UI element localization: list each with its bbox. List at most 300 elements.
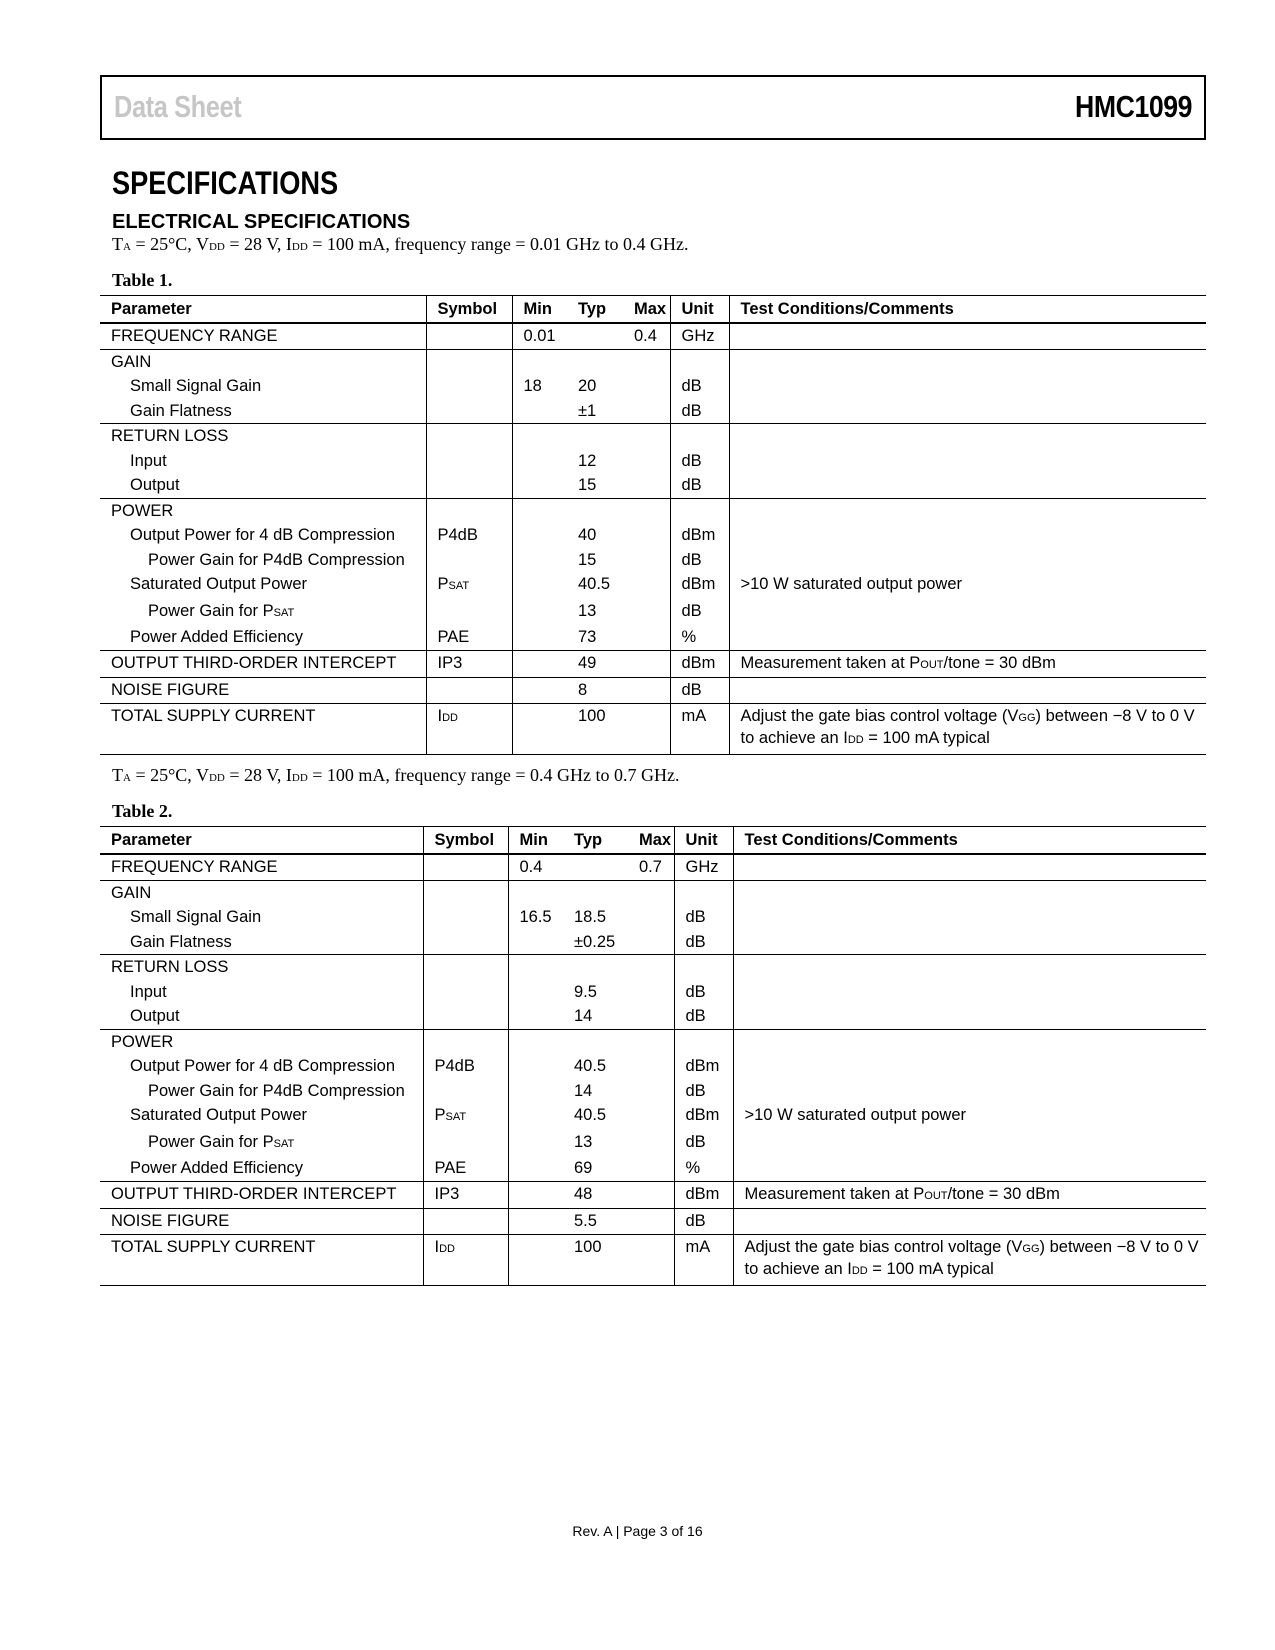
empty-cell — [628, 930, 674, 955]
text-run: GG — [1022, 1242, 1040, 1255]
cell-typ: 69 — [574, 1159, 593, 1177]
header-typ: Typ — [574, 831, 603, 849]
table-row — [100, 374, 1206, 399]
text-run: A — [123, 241, 131, 253]
cell-typ: 14 — [574, 1081, 593, 1100]
empty-cell — [512, 625, 567, 650]
cell-symbol: PAE — [426, 625, 512, 650]
empty-cell — [729, 473, 1206, 498]
cell-typ: 14 — [574, 1007, 593, 1025]
header-typ: Typ — [578, 300, 607, 318]
header-parameter: Parameter — [111, 300, 192, 318]
empty-cell — [512, 599, 567, 626]
cell-unit: % — [670, 625, 729, 650]
empty-cell — [729, 548, 1206, 573]
cell-typ: 48 — [574, 1184, 593, 1203]
empty-cell — [623, 548, 670, 573]
cell-unit: dB — [670, 599, 729, 626]
text-run: Adjust the gate bias control voltage (V — [740, 706, 1019, 725]
cell-unit: dBm — [674, 1181, 733, 1209]
empty-cell — [426, 678, 512, 704]
cell-symbol — [423, 1103, 508, 1130]
test-conditions — [112, 765, 679, 786]
table-row — [100, 880, 1206, 905]
cell-typ: ±0.25 — [574, 932, 616, 951]
empty-cell — [733, 1156, 1206, 1181]
cell-parameter: RETURN LOSS — [111, 427, 229, 445]
empty-cell — [733, 1209, 1206, 1235]
cell-unit: dB — [674, 905, 733, 930]
group-supply-current — [100, 703, 1206, 754]
empty-cell — [729, 449, 1206, 474]
empty-cell — [628, 1029, 674, 1054]
table-caption: Table 1. — [112, 270, 173, 290]
group-supply-current — [100, 1234, 1206, 1285]
empty-cell — [729, 498, 1206, 523]
page-header — [100, 75, 1206, 140]
cell-max: 0.7 — [639, 858, 662, 876]
empty-cell — [628, 880, 674, 905]
cell-comment — [733, 1234, 1206, 1285]
cell-typ: 40.5 — [574, 1106, 607, 1124]
cell-parameter: Gain Flatness — [130, 932, 232, 951]
text-run: I — [434, 1237, 440, 1256]
empty-cell — [426, 424, 512, 449]
cell-unit: dB — [670, 678, 729, 704]
header-unit: Unit — [670, 296, 729, 324]
empty-cell — [423, 1029, 508, 1054]
group-gain — [100, 349, 1206, 424]
empty-cell — [512, 424, 567, 449]
empty-cell — [623, 625, 670, 650]
table-row — [100, 1181, 1206, 1209]
empty-cell — [512, 548, 567, 573]
cell-parameter: Power Gain for P4dB Compression — [148, 550, 405, 569]
table-row — [100, 498, 1206, 523]
empty-cell — [628, 1004, 674, 1029]
cell-typ: 40 — [578, 526, 597, 544]
cell-parameter: TOTAL SUPPLY CURRENT — [111, 1237, 316, 1256]
cell-comment — [733, 1181, 1206, 1209]
table-row — [100, 625, 1206, 650]
spec-table-2 — [100, 826, 1206, 1286]
empty-cell — [508, 930, 563, 955]
cell-typ: 73 — [578, 628, 597, 646]
text-run: ) between −8 V to 0 V to achieve an I — [740, 706, 1195, 747]
text-run: Power Gain for P — [148, 1132, 274, 1151]
table-header-row — [100, 296, 1206, 324]
empty-cell — [623, 374, 670, 399]
text-run: T — [112, 765, 123, 785]
cell-typ: 15 — [578, 476, 597, 494]
empty-cell — [563, 955, 628, 980]
cell-symbol — [423, 854, 508, 880]
empty-cell — [674, 1029, 733, 1054]
empty-cell — [729, 424, 1206, 449]
empty-cell — [567, 349, 623, 374]
table-row — [100, 572, 1206, 599]
cell-typ: 5.5 — [574, 1212, 597, 1230]
cell-unit: dBm — [674, 1103, 733, 1130]
cell-typ: 20 — [578, 377, 597, 395]
cell-min: 0.4 — [508, 854, 563, 880]
cell-parameter: Power Added Efficiency — [130, 1159, 304, 1177]
group-return-loss — [100, 424, 1206, 499]
table-row — [100, 930, 1206, 955]
empty-cell — [733, 930, 1206, 955]
header-max: Max — [639, 831, 672, 849]
empty-cell — [423, 980, 508, 1005]
cell-parameter: GAIN — [111, 352, 152, 371]
empty-cell — [623, 523, 670, 548]
empty-cell — [512, 349, 567, 374]
empty-cell — [733, 1029, 1206, 1054]
cell-parameter: Saturated Output Power — [130, 575, 308, 593]
cell-typ: 13 — [578, 601, 597, 620]
empty-cell — [426, 599, 512, 626]
empty-cell — [426, 498, 512, 523]
cell-unit: dB — [670, 449, 729, 474]
table-row — [100, 1209, 1206, 1235]
text-run: Measurement taken at P — [740, 653, 921, 672]
header-parameter: Parameter — [111, 831, 192, 849]
cell-unit: GHz — [674, 854, 733, 880]
empty-cell — [508, 1004, 563, 1029]
table-row — [100, 1103, 1206, 1130]
cell-unit: GHz — [670, 323, 729, 349]
header-doc-type: Data Sheet — [114, 89, 242, 124]
header-min: Min — [512, 296, 567, 324]
empty-cell — [508, 1156, 563, 1181]
cell-symbol — [426, 323, 512, 349]
empty-cell — [512, 523, 567, 548]
table-row — [100, 650, 1206, 678]
empty-cell — [733, 1054, 1206, 1079]
group-noise-figure — [100, 678, 1206, 704]
empty-cell — [426, 374, 512, 399]
empty-cell — [623, 399, 670, 424]
table-row — [100, 599, 1206, 626]
empty-cell — [508, 1181, 563, 1209]
empty-cell — [508, 1054, 563, 1079]
empty-cell — [512, 572, 567, 599]
text-run: P — [437, 575, 449, 593]
empty-cell — [733, 955, 1206, 980]
cell-parameter — [100, 599, 426, 626]
empty-cell — [670, 424, 729, 449]
cell-typ — [567, 323, 623, 349]
table-header-row — [100, 827, 1206, 855]
empty-cell — [733, 1079, 1206, 1104]
cell-parameter: FREQUENCY RANGE — [111, 327, 278, 345]
empty-cell — [423, 1209, 508, 1235]
cell-typ: 13 — [574, 1132, 593, 1151]
text-run: DD — [442, 711, 458, 724]
text-run: SAT — [448, 580, 470, 592]
text-run: DD — [291, 241, 308, 253]
cell-unit: dB — [670, 548, 729, 573]
empty-cell — [733, 905, 1206, 930]
table-row — [100, 399, 1206, 424]
empty-cell — [729, 625, 1206, 650]
empty-cell — [563, 1029, 628, 1054]
cell-typ: 8 — [578, 681, 588, 699]
text-run: /tone = 30 dBm — [943, 653, 1056, 672]
empty-cell — [729, 374, 1206, 399]
text-run: T — [112, 234, 123, 254]
cell-comment — [729, 323, 1206, 349]
cell-symbol — [423, 1234, 508, 1285]
empty-cell — [628, 1130, 674, 1157]
cell-parameter: Output Power for 4 dB Compression — [130, 1057, 396, 1075]
text-run: DD — [208, 772, 225, 784]
cell-unit: dB — [674, 930, 733, 955]
empty-cell — [674, 955, 733, 980]
text-run: Adjust the gate bias control voltage (V — [744, 1237, 1023, 1256]
empty-cell — [729, 599, 1206, 626]
empty-cell — [628, 1054, 674, 1079]
empty-cell — [512, 399, 567, 424]
header-symbol: Symbol — [426, 296, 512, 324]
spec-table-1 — [100, 295, 1206, 755]
table-row — [100, 349, 1206, 374]
text-run: = 100 mA typical — [867, 1259, 994, 1278]
cell-symbol — [426, 703, 512, 754]
cell-parameter: Input — [130, 451, 167, 470]
cell-unit: dB — [674, 980, 733, 1005]
cell-unit: dBm — [670, 523, 729, 548]
text-run: = 25°C, V — [130, 765, 209, 785]
cell-unit: dBm — [670, 572, 729, 599]
empty-cell — [508, 1209, 563, 1235]
cell-comment — [733, 854, 1206, 880]
cell-parameter: Small Signal Gain — [130, 908, 262, 926]
text-run: = 100 mA typical — [863, 728, 990, 747]
empty-cell — [623, 424, 670, 449]
empty-cell — [512, 498, 567, 523]
cell-unit: dBm — [674, 1054, 733, 1079]
table-row — [100, 980, 1206, 1005]
cell-parameter: Gain Flatness — [130, 401, 232, 420]
empty-cell — [508, 1234, 563, 1285]
empty-cell — [508, 955, 563, 980]
header-part-number: HMC1099 — [1074, 89, 1192, 124]
header-symbol: Symbol — [423, 827, 508, 855]
empty-cell — [423, 880, 508, 905]
cell-comment: >10 W saturated output power — [729, 572, 1206, 599]
table-row — [100, 955, 1206, 980]
cell-parameter: GAIN — [111, 883, 152, 902]
empty-cell — [512, 473, 567, 498]
cell-unit: dB — [670, 374, 729, 399]
cell-typ: 100 — [574, 1237, 602, 1256]
cell-min: 18 — [512, 374, 567, 399]
text-run: DD — [851, 1264, 868, 1277]
cell-symbol — [426, 572, 512, 599]
cell-typ: 49 — [578, 653, 597, 672]
cell-parameter: FREQUENCY RANGE — [111, 858, 278, 876]
cell-unit: dB — [674, 1130, 733, 1157]
empty-cell — [623, 703, 670, 754]
empty-cell — [628, 980, 674, 1005]
cell-comment: >10 W saturated output power — [733, 1103, 1206, 1130]
text-run: I — [437, 706, 443, 725]
group-ip3 — [100, 650, 1206, 678]
table-row — [100, 548, 1206, 573]
table-row — [100, 1029, 1206, 1054]
group-power — [100, 498, 1206, 650]
empty-cell — [508, 980, 563, 1005]
header-unit: Unit — [674, 827, 733, 855]
cell-typ: 18.5 — [574, 908, 607, 926]
cell-parameter: Output — [130, 476, 180, 494]
empty-cell — [426, 349, 512, 374]
empty-cell — [512, 703, 567, 754]
text-run: = 28 V, I — [224, 234, 292, 254]
cell-parameter: POWER — [111, 1032, 174, 1051]
cell-typ: 12 — [578, 451, 597, 470]
table-row — [100, 1234, 1206, 1285]
empty-cell — [512, 650, 567, 678]
text-run: ) between −8 V to 0 V to achieve an I — [744, 1237, 1199, 1278]
empty-cell — [423, 905, 508, 930]
header-min: Min — [508, 827, 563, 855]
table-row — [100, 424, 1206, 449]
table-row — [100, 1156, 1206, 1181]
text-run: GG — [1018, 711, 1036, 724]
cell-parameter: RETURN LOSS — [111, 958, 229, 976]
text-run: DD — [208, 241, 225, 253]
cell-unit: dB — [670, 473, 729, 498]
group-gain — [100, 880, 1206, 955]
cell-min: 16.5 — [508, 905, 563, 930]
text-run: = 28 V, I — [224, 765, 292, 785]
empty-cell — [423, 955, 508, 980]
empty-cell — [670, 498, 729, 523]
empty-cell — [628, 1209, 674, 1235]
cell-parameter: Output — [130, 1007, 180, 1025]
cell-parameter: Power Added Efficiency — [130, 628, 304, 646]
cell-parameter: Input — [130, 982, 167, 1001]
empty-cell — [426, 473, 512, 498]
empty-cell — [670, 349, 729, 374]
cell-parameter: POWER — [111, 501, 174, 520]
text-run: P — [434, 1106, 446, 1124]
table-row — [100, 905, 1206, 930]
text-run: DD — [291, 772, 308, 784]
cell-unit: mA — [674, 1234, 733, 1285]
empty-cell — [623, 498, 670, 523]
cell-typ: ±1 — [578, 401, 597, 420]
cell-parameter: TOTAL SUPPLY CURRENT — [111, 706, 316, 725]
cell-parameter — [100, 1130, 423, 1157]
cell-typ: 40.5 — [574, 1057, 607, 1075]
empty-cell — [628, 955, 674, 980]
cell-min: 0.01 — [512, 323, 567, 349]
cell-unit: dB — [670, 399, 729, 424]
text-run: SAT — [273, 606, 295, 619]
empty-cell — [512, 678, 567, 704]
empty-cell — [508, 1079, 563, 1104]
cell-comment — [729, 650, 1206, 678]
empty-cell — [423, 930, 508, 955]
header-comments: Test Conditions/Comments — [733, 827, 1206, 855]
cell-symbol: P4dB — [423, 1054, 508, 1079]
empty-cell — [733, 1004, 1206, 1029]
empty-cell — [426, 449, 512, 474]
test-conditions — [112, 234, 688, 255]
header-comments: Test Conditions/Comments — [729, 296, 1206, 324]
table-caption: Table 2. — [112, 801, 173, 821]
header-max: Max — [634, 300, 667, 318]
text-run: = 100 mA, frequency range = 0.4 GHz to 0.7 GHz. — [307, 765, 680, 785]
text-run: A — [123, 772, 131, 784]
empty-cell — [508, 1029, 563, 1054]
empty-cell — [628, 1079, 674, 1104]
table-row — [100, 323, 1206, 349]
cell-parameter: Small Signal Gain — [130, 377, 262, 395]
empty-cell — [729, 678, 1206, 704]
empty-cell — [628, 1181, 674, 1209]
cell-typ: 15 — [578, 550, 597, 569]
group-noise-figure — [100, 1209, 1206, 1235]
subsection-title: ELECTRICAL SPECIFICATIONS — [112, 211, 411, 233]
cell-parameter: NOISE FIGURE — [111, 1212, 230, 1230]
text-run: DD — [847, 733, 864, 746]
table-row — [100, 1079, 1206, 1104]
group-frequency — [100, 323, 1206, 349]
text-run: DD — [439, 1242, 455, 1255]
empty-cell — [628, 1234, 674, 1285]
table-row — [100, 1054, 1206, 1079]
empty-cell — [623, 650, 670, 678]
cell-comment — [729, 703, 1206, 754]
text-run: /tone = 30 dBm — [947, 1184, 1060, 1203]
empty-cell — [423, 1079, 508, 1104]
cell-unit: dBm — [670, 650, 729, 678]
cell-max: 0.4 — [634, 327, 657, 345]
empty-cell — [623, 678, 670, 704]
cell-unit: dB — [674, 1004, 733, 1029]
table-row — [100, 678, 1206, 704]
empty-cell — [508, 1130, 563, 1157]
cell-typ — [563, 854, 628, 880]
cell-symbol: PAE — [423, 1156, 508, 1181]
empty-cell — [512, 449, 567, 474]
empty-cell — [623, 473, 670, 498]
cell-parameter: Power Gain for P4dB Compression — [148, 1081, 405, 1100]
text-run: SAT — [445, 1111, 467, 1123]
empty-cell — [628, 905, 674, 930]
text-run: Measurement taken at P — [744, 1184, 925, 1203]
page-footer: Rev. A | Page 3 of 16 — [572, 1523, 703, 1539]
text-run: Power Gain for P — [148, 601, 274, 620]
group-ip3 — [100, 1181, 1206, 1209]
empty-cell — [623, 349, 670, 374]
text-run: = 25°C, V — [130, 234, 209, 254]
table-row — [100, 1004, 1206, 1029]
table-row — [100, 1130, 1206, 1157]
cell-symbol: P4dB — [426, 523, 512, 548]
table-row — [100, 703, 1206, 754]
empty-cell — [729, 399, 1206, 424]
empty-cell — [623, 572, 670, 599]
group-power — [100, 1029, 1206, 1181]
empty-cell — [567, 424, 623, 449]
empty-cell — [729, 349, 1206, 374]
table-row — [100, 473, 1206, 498]
cell-parameter: OUTPUT THIRD-ORDER INTERCEPT — [111, 653, 397, 672]
